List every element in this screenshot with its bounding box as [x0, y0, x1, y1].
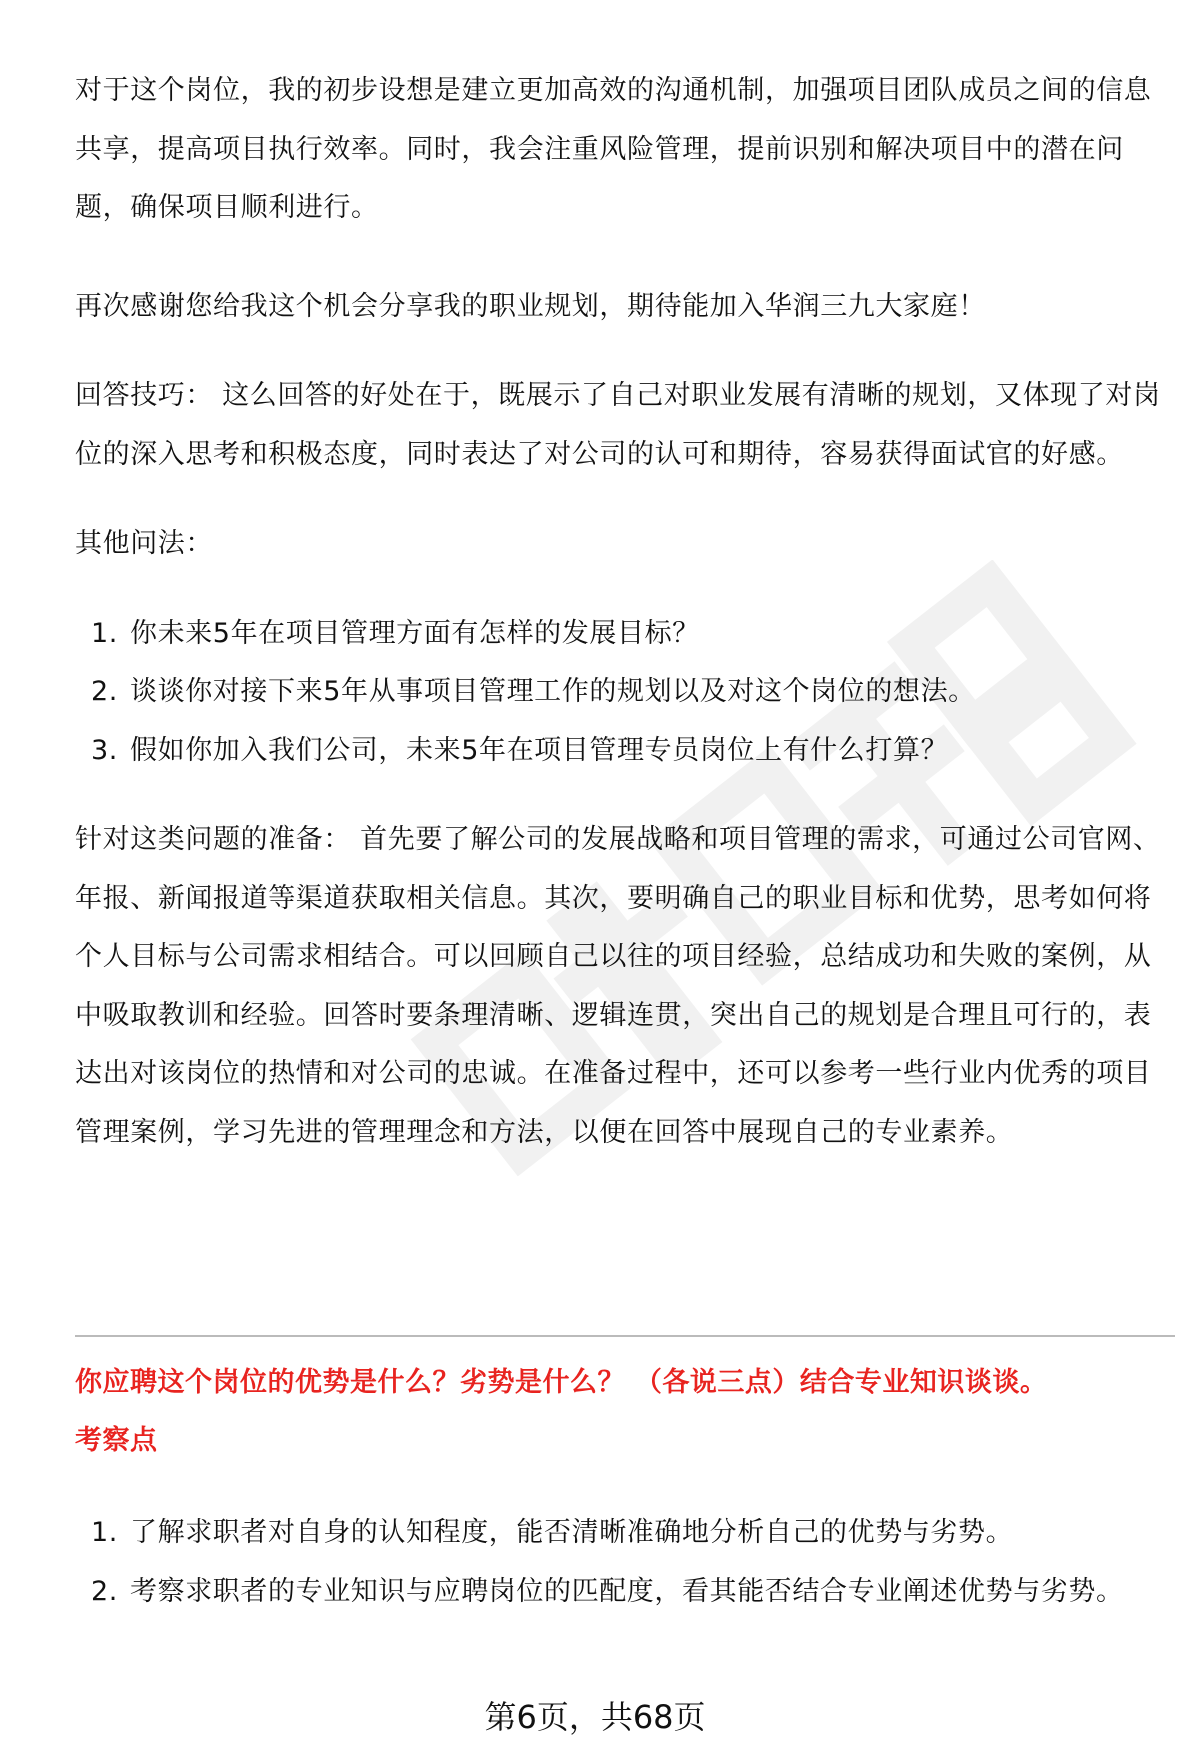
- paragraph-initial-idea: 对于这个岗位，我的初步设想是建立更加高效的沟通机制，加强项目团队成员之间的信息共享，提高项目执行效率。同时，我会注重风险管理，提前识别和解决项目中的潜在问题，确保项目顺利进行。: [75, 75, 1152, 223]
- other-questions-list: [75, 605, 1175, 781]
- document-body: [75, 62, 1175, 1162]
- paragraph-answer-tips: 回答技巧： 这么回答的好处在于，既展示了自己对职业发展有清晰的规划，又体现了对岗位的深入思考和积极态度，同时表达了对公司的认可和期待，容易获得面试官的好感。: [75, 380, 1161, 470]
- list-item: 2. 考察求职者的专业知识与应聘岗位的匹配度，看其能否结合专业阐述优势与劣势。: [91, 1575, 1124, 1607]
- question-section: [75, 1354, 1175, 1470]
- question-subtitle: 考察点: [75, 1425, 158, 1456]
- list-item: 1. 你未来5年在项目管理方面有怎样的发展目标？: [91, 617, 700, 649]
- paragraph-other-questions-heading: 其他问法：: [75, 528, 213, 559]
- list-item: 3. 假如你加入我们公司，未来5年在项目管理专员岗位上有什么打算？: [91, 734, 949, 766]
- list-item: 2. 谈谈你对接下来5年从事项目管理工作的规划以及对这个岗位的想法。: [91, 676, 976, 707]
- question-title: 你应聘这个岗位的优势是什么？劣势是什么？ （各说三点）结合专业知识谈谈。: [75, 1367, 1048, 1398]
- paragraph-thanks: 再次感谢您给我这个机会分享我的职业规划，期待能加入华润三九大家庭！: [75, 290, 986, 322]
- page-number: 第6页，共68页: [484, 1698, 706, 1736]
- list-item: 1. 了解求职者对自身的认知程度，能否清晰准确地分析自己的优势与劣势。: [91, 1517, 1014, 1548]
- section-divider: [75, 1335, 1175, 1337]
- paragraph-preparation: 针对这类问题的准备： 首先要了解公司的发展战略和项目管理的需求，可通过公司官网、年报、新闻报道等渠道获取相关信息。其次，要明确自己的职业目标和优势，思考如何将个人目标与公司需求相结合。可以回顾自己以往的项目经验，总结成功和失败的案例，从中吸取教训和经验。回答时要条理清晰、逻辑连贯，突出自己的规划是合理且可行的，表达出对该岗位的热情和对公司的忠诚。在准备过程中，还可以参考一些行业内优秀的项目管理案例，学习先进的管理理念和方法，以便在回答中展现自己的专业素养。: [75, 824, 1161, 1148]
- check-points-list: [75, 1504, 1175, 1621]
